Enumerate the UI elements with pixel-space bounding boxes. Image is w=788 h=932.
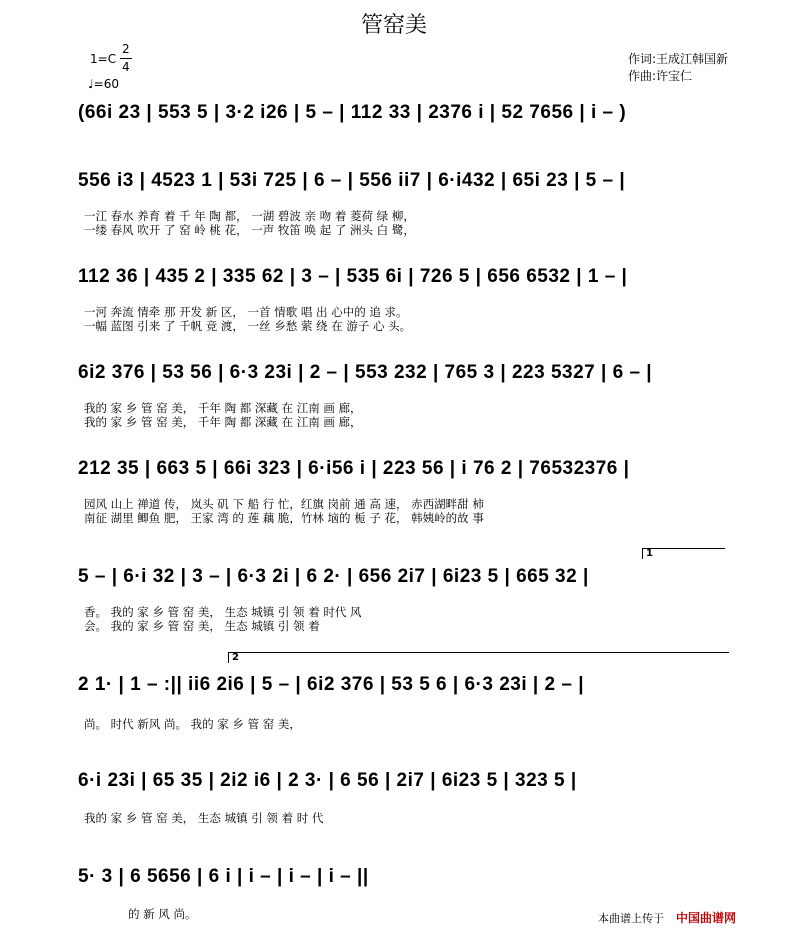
score-line-3 bbox=[0, 266, 788, 336]
time-signature-numerator: 2 bbox=[122, 42, 130, 56]
notation-line-3: 112 36 | 435 2 | 335 62 | 3 – | 535 6i | 726 5 | 656 6532 | 1 – | bbox=[78, 266, 628, 287]
score-line-8 bbox=[0, 770, 788, 830]
lyric-verse-2: 会。 我的 家 乡 管 窑 美， 生态 城镇 引 领 着 bbox=[84, 619, 320, 633]
notation-line-6: 5 – | 6·i 32 | 3 – | 6·3 2i | 6 2· | 656 2i7 | 6i23 5 | 665 32 | bbox=[78, 566, 589, 587]
time-signature-denominator: 4 bbox=[122, 60, 130, 74]
tempo-marking: ♩=60 bbox=[88, 77, 119, 91]
lyric-verse-2: 一缕 春风 吹开 了 窑 岭 桃 花， 一声 牧笛 唤 起 了 洲头 白 鹭， bbox=[84, 223, 415, 237]
footer-upload-note: 本曲谱上传于 bbox=[598, 912, 664, 925]
lyric-verse-1: 一河 奔流 情牵 那 开发 新 区， 一首 情歌 唱 出 心中的 追 求。 bbox=[84, 305, 408, 319]
score-line-1 bbox=[0, 102, 788, 132]
lyric-verse-1: 香。 我的 家 乡 管 窑 美， 生态 城镇 引 领 着 时代 风 bbox=[84, 605, 362, 619]
score-line-2 bbox=[0, 170, 788, 240]
lyricist-credit: 作词:王成江韩国新 bbox=[628, 52, 729, 66]
lyric-verse-1: 尚。 时代 新风 尚。 我的 家 乡 管 窑 美， bbox=[84, 717, 301, 731]
lyric-verse-2: 一幅 蓝图 引来 了 千帆 竞 渡， 一丝 乡愁 萦 绕 在 游子 心 头。 bbox=[84, 319, 412, 333]
notation-line-2: 556 i3 | 4523 1 | 53i 725 | 6 – | 556 ii7 | 6·i432 | 65i 23 | 5 – | bbox=[78, 170, 626, 191]
time-signature-divider bbox=[120, 58, 132, 59]
composer-credit: 作曲:许宝仁 bbox=[628, 69, 693, 83]
notation-line-7: 2 1· | 1 – :|| ii6 2i6 | 5 – | 6i2 376 | 53 5 6 | 6·3 23i | 2 – | bbox=[78, 674, 585, 695]
lyric-verse-1: 一江 春水 养育 着 千 年 陶 都， 一湖 碧波 亲 吻 着 菱荷 绿 柳， bbox=[84, 209, 415, 223]
score-line-5 bbox=[0, 458, 788, 528]
volta-bracket-2 bbox=[228, 652, 729, 663]
lyric-verse-1: 我的 家 乡 管 窑 美， 生态 城镇 引 领 着 时 代 bbox=[84, 811, 324, 825]
volta-bracket-1 bbox=[642, 548, 725, 559]
notation-line-8: 6·i 23i | 65 35 | 2i2 i6 | 2 3· | 6 56 | 2i7 | 6i23 5 | 323 5 | bbox=[78, 770, 577, 791]
lyric-verse-2: 南征 湖里 鲫鱼 肥， 王家 湾 的 莲 藕 脆，竹林 垴的 栀 子 花， 韩姨岭的故 事 bbox=[84, 511, 484, 525]
score-line-6 bbox=[0, 566, 788, 636]
volta-number-2: 2 bbox=[232, 652, 239, 663]
score-line-7 bbox=[0, 674, 788, 734]
lyric-verse-1: 园风 山上 禅道 传， 岚头 矶 下 船 行 忙，红旗 岗前 通 高 速， 赤西湖畔甜 柿 bbox=[84, 497, 484, 511]
volta-number-1: 1 bbox=[646, 548, 653, 559]
key-signature: 1=C bbox=[90, 52, 117, 66]
notation-line-1: (66i 23 | 553 5 | 3·2 i26 | 5 – | 112 33 | 2376 i | 52 7656 | i – ) bbox=[78, 102, 627, 123]
notation-line-4: 6i2 376 | 53 56 | 6·3 23i | 2 – | 553 232 | 765 3 | 223 5327 | 6 – | bbox=[78, 362, 653, 383]
song-title: 管窑美 bbox=[360, 13, 427, 38]
notation-line-9: 5· 3 | 6 5656 | 6 i | i – | i – | i – || bbox=[78, 866, 369, 887]
notation-line-5: 212 35 | 663 5 | 66i 323 | 6·i56 i | 223 56 | i 76 2 | 76532376 | bbox=[78, 458, 630, 479]
site-logo[interactable]: 中国曲谱网 bbox=[676, 911, 737, 925]
lyric-verse-2: 我的 家 乡 管 窑 美， 千年 陶 都 深藏 在 江南 画 廊， bbox=[84, 415, 362, 429]
lyric-verse-1: 我的 家 乡 管 窑 美， 千年 陶 都 深藏 在 江南 画 廊， bbox=[84, 401, 362, 415]
score-line-4 bbox=[0, 362, 788, 432]
score-line-9 bbox=[0, 866, 788, 926]
lyric-verse-1: 的 新 风 尚。 bbox=[128, 907, 197, 921]
